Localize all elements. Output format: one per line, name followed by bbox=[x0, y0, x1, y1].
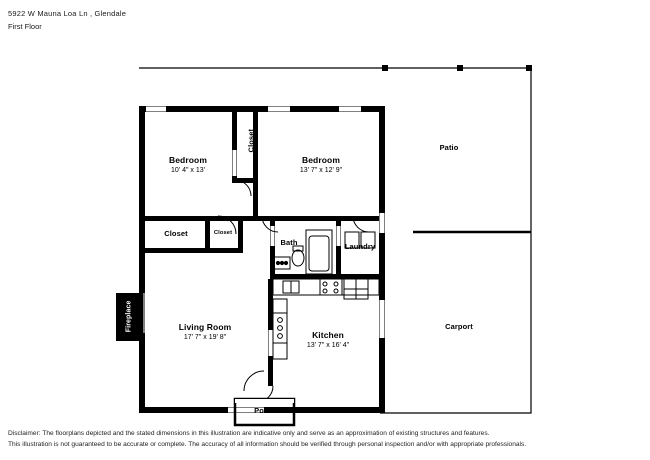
room-dimensions: 13' 7" x 12' 9" bbox=[299, 166, 343, 174]
room-name: Closet bbox=[246, 128, 256, 153]
room-label-closet-bedroom bbox=[246, 116, 255, 166]
room-label-kitchen bbox=[286, 330, 370, 350]
wall-openings bbox=[140, 107, 385, 413]
exterior-walls bbox=[139, 106, 385, 413]
room-name: Patio bbox=[439, 143, 459, 152]
room-name: Living Room bbox=[178, 322, 232, 332]
room-label-bedroom-1 bbox=[153, 155, 223, 175]
room-label-closet-small bbox=[206, 230, 240, 237]
room-label-laundry bbox=[337, 242, 383, 251]
room-name: Laundry bbox=[344, 242, 376, 251]
door-swings bbox=[218, 180, 369, 402]
room-name: Carport bbox=[445, 322, 473, 331]
room-name: Kitchen bbox=[312, 330, 344, 340]
bath-fixtures bbox=[274, 230, 332, 274]
room-name: Closet bbox=[164, 229, 188, 238]
room-dimensions: 10' 4" x 13' bbox=[171, 166, 205, 174]
room-name: Bath bbox=[280, 238, 298, 247]
room-name: Porch bbox=[254, 406, 276, 415]
room-label-patio bbox=[414, 143, 484, 152]
room-label-bedroom-2 bbox=[278, 155, 364, 175]
room-label-fireplace bbox=[126, 290, 135, 342]
room-label-porch bbox=[238, 406, 292, 415]
disclaimer bbox=[8, 428, 608, 450]
disclaimer-line-1: Disclaimer: The floorplans depicted and the stated dimensions in this illustration are indicative only and serve as an approximation of existing structures and features. bbox=[8, 430, 490, 437]
room-label-carport bbox=[424, 322, 494, 331]
floor-label: First Floor bbox=[8, 22, 42, 31]
outer-boundary bbox=[139, 68, 531, 413]
room-name: Closet bbox=[213, 230, 233, 236]
room-name: Bedroom bbox=[301, 155, 340, 165]
room-dimensions: 17' 7" x 19' 8" bbox=[183, 333, 227, 341]
room-name: Fireplace bbox=[125, 300, 133, 333]
room-label-living-room bbox=[158, 322, 252, 342]
room-label-bath bbox=[272, 238, 306, 247]
property-address: 5922 W Mauna Loa Ln , Glendale bbox=[8, 9, 127, 18]
room-label-closet-hall bbox=[152, 229, 200, 238]
room-dimensions: 13' 7" x 16' 4" bbox=[306, 341, 350, 349]
disclaimer-line-2: This illustration is not guaranteed to be accurate or complete. The accuracy of all information should be verified through personal inspection and/or with appropriate professionals. bbox=[8, 441, 527, 448]
room-name: Bedroom bbox=[168, 155, 207, 165]
